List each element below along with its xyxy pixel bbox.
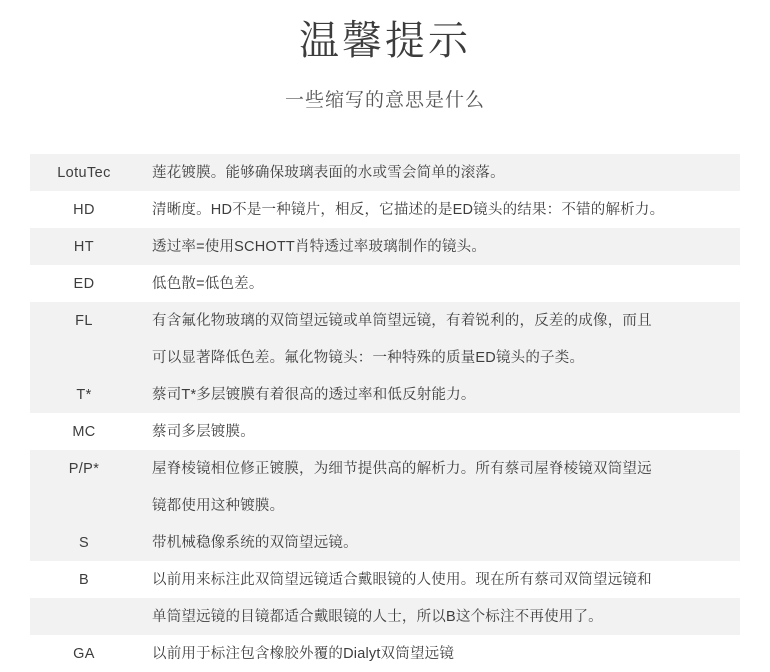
table-row	[30, 228, 740, 265]
glossary-description: 可以显著降低色差。氟化物镜头：一种特殊的质量ED镜头的子类。	[138, 339, 740, 376]
glossary-term: B	[30, 561, 138, 598]
glossary-term: P/P*	[30, 450, 138, 487]
table-row	[30, 265, 740, 302]
glossary-term: ED	[30, 265, 138, 302]
page-header	[0, 0, 770, 116]
glossary-description: 带机械稳像系统的双筒望远镜。	[138, 524, 740, 561]
table-row	[30, 524, 740, 561]
glossary-description: 镜都使用这种镀膜。	[138, 487, 740, 524]
glossary-term: MC	[30, 413, 138, 450]
glossary-description: 屋脊棱镜相位修正镀膜，为细节提供高的解析力。所有蔡司屋脊棱镜双筒望远	[138, 450, 740, 487]
page-subtitle: 一些缩写的意思是什么	[284, 90, 485, 111]
glossary-description: 莲花镀膜。能够确保玻璃表面的水或雪会简单的滚落。	[138, 154, 740, 191]
glossary-term: T*	[30, 376, 138, 413]
table-row	[30, 635, 740, 672]
glossary-description: 低色散=低色差。	[138, 265, 740, 302]
table-row	[30, 339, 740, 376]
table-row	[30, 413, 740, 450]
glossary-description: 以前用于标注包含橡胶外覆的Dialyt双筒望远镜	[138, 635, 740, 672]
glossary-term: LotuTec	[30, 154, 138, 191]
glossary-term: GA	[30, 635, 138, 672]
glossary-term: HD	[30, 191, 138, 228]
table-row	[30, 598, 740, 635]
glossary-table-body	[30, 154, 740, 672]
table-row	[30, 154, 740, 191]
glossary-term	[30, 339, 138, 376]
glossary-description: 透过率=使用SCHOTT肖特透过率玻璃制作的镜头。	[138, 228, 740, 265]
glossary-description: 清晰度。HD不是一种镜片，相反，它描述的是ED镜头的结果：不错的解析力。	[138, 191, 740, 228]
glossary-term: S	[30, 524, 138, 561]
glossary-description: 蔡司T*多层镀膜有着很高的透过率和低反射能力。	[138, 376, 740, 413]
page-title: 温馨提示	[299, 19, 471, 63]
glossary-description: 有含氟化物玻璃的双筒望远镜或单筒望远镜，有着锐利的，反差的成像，而且	[138, 302, 740, 339]
table-row	[30, 302, 740, 339]
glossary-term	[30, 598, 138, 635]
glossary-table	[30, 154, 740, 672]
glossary-description: 蔡司多层镀膜。	[138, 413, 740, 450]
table-row	[30, 450, 740, 487]
glossary-term	[30, 487, 138, 524]
table-row	[30, 376, 740, 413]
table-row	[30, 487, 740, 524]
glossary-description: 以前用来标注此双筒望远镜适合戴眼镜的人使用。现在所有蔡司双筒望远镜和	[138, 561, 740, 598]
table-row	[30, 561, 740, 598]
glossary-description: 单筒望远镜的目镜都适合戴眼镜的人士，所以B这个标注不再使用了。	[138, 598, 740, 635]
glossary-term: FL	[30, 302, 138, 339]
glossary-term: HT	[30, 228, 138, 265]
table-row	[30, 191, 740, 228]
